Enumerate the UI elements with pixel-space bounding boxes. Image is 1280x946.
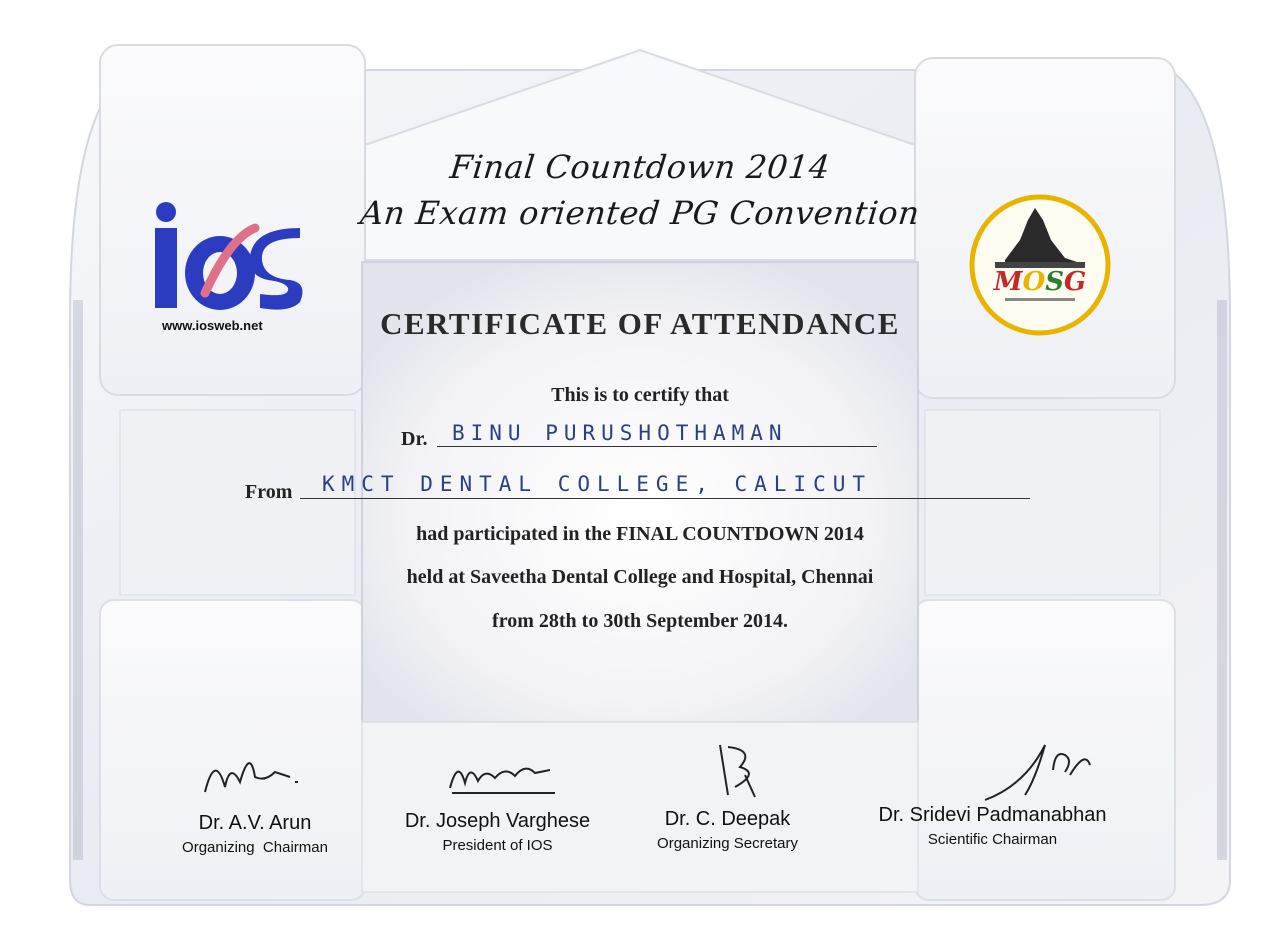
signatory-role: Organizing Chairman [182, 839, 328, 856]
signature-arun [195, 742, 315, 802]
from-underline [300, 498, 1030, 499]
name-prefix: Dr. [401, 428, 428, 450]
signatory-name: Dr. A.V. Arun [198, 812, 312, 834]
certificate-heading: CERTIFICATE OF ATTENDANCE [380, 306, 900, 341]
signature-deepak [700, 735, 780, 805]
name-underline [437, 446, 877, 447]
from-label: From [245, 481, 293, 503]
signature-varghese [440, 748, 560, 798]
signatory-role: Scientific Chairman [927, 831, 1058, 848]
signatory-role: Organizing Secretary [657, 835, 798, 852]
event-subtitle: An Exam oriented PG Convention [358, 194, 922, 232]
ios-logo-url: www.iosweb.net [162, 318, 263, 333]
signatory-name: Dr. Sridevi Padmanabhan [878, 804, 1107, 826]
institution-name: KMCT DENTAL COLLEGE, CALICUT [322, 472, 873, 496]
signature-padmanabhan [975, 730, 1105, 810]
certify-text: This is to certify that [551, 384, 729, 406]
venue-text: held at Saveetha Dental College and Hospital, Chennai [406, 566, 874, 588]
event-title: Final Countdown 2014 [448, 148, 832, 186]
recipient-name: BINU PURUSHOTHAMAN [452, 421, 788, 445]
svg-text:MOSG: MOSG [993, 267, 1087, 297]
signatory-role: President of IOS [442, 837, 553, 854]
participation-text: had participated in the FINAL COUNTDOWN 2014 [416, 523, 864, 545]
signatory-name: Dr. C. Deepak [664, 808, 791, 830]
signatory-name: Dr. Joseph Varghese [404, 810, 591, 832]
dates-text: from 28th to 30th September 2014. [492, 610, 788, 632]
